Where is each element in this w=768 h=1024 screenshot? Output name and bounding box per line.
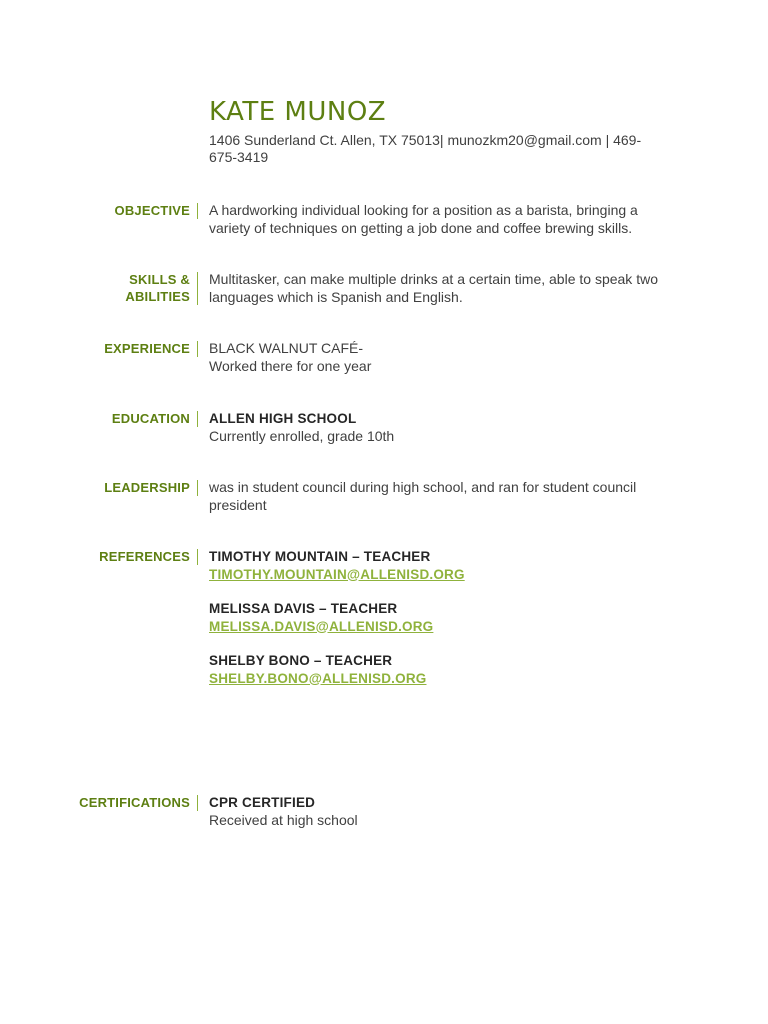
- skills-text: Multitasker, can make multiple drinks at a certain time, able to speak two languages which is Spanish and English.: [209, 271, 658, 305]
- objective-text: A hardworking individual looking for a position as a barista, bringing a variety of techniques on getting a job done and coffee brewing skills.: [209, 202, 638, 236]
- section-divider: [197, 411, 198, 427]
- section-divider: [197, 272, 198, 305]
- reference-email-link[interactable]: SHELBY.BONO@ALLENISD.ORG: [209, 670, 427, 686]
- experience-detail: Worked there for one year: [209, 357, 372, 374]
- contact-info: 1406 Sunderland Ct. Allen, TX 75013| munozkm20@gmail.com | 469-675-3419: [209, 132, 642, 165]
- certification-title: CPR CERTIFIED: [209, 795, 316, 810]
- section-divider: [197, 203, 198, 219]
- education-content: [209, 410, 659, 445]
- reference-item: [209, 548, 659, 583]
- reference-name: MELISSA DAVIS – TEACHER: [209, 601, 398, 616]
- section-divider: [197, 795, 198, 811]
- experience-label: EXPERIENCE: [104, 341, 190, 356]
- objective-label: OBJECTIVE: [114, 203, 190, 218]
- certifications-content: [209, 794, 659, 829]
- reference-name: SHELBY BONO – TEACHER: [209, 653, 393, 668]
- references-label: REFERENCES: [99, 549, 190, 564]
- leadership-label: LEADERSHIP: [104, 480, 190, 495]
- reference-email-link[interactable]: TIMOTHY.MOUNTAIN@ALLENISD.ORG: [209, 566, 465, 582]
- section-divider: [197, 480, 198, 496]
- skills-label-line1: SKILLS &: [129, 272, 190, 287]
- skills-label: [50, 271, 190, 305]
- education-label: EDUCATION: [111, 411, 190, 426]
- resume-name: KATE MUNOZ: [209, 97, 387, 127]
- leadership-text: was in student council during high school, and ran for student council president: [209, 479, 637, 513]
- skills-label-line2: ABILITIES: [125, 289, 190, 304]
- experience-content: [209, 340, 659, 375]
- section-divider: [197, 549, 198, 565]
- reference-name: TIMOTHY MOUNTAIN – TEACHER: [209, 549, 431, 564]
- section-divider: [197, 341, 198, 357]
- references-list: [209, 548, 659, 704]
- reference-email-link[interactable]: MELISSA.DAVIS@ALLENISD.ORG: [209, 618, 434, 634]
- certifications-label: CERTIFICATIONS: [79, 795, 190, 810]
- experience-employer: BLACK WALNUT CAFÉ-: [209, 340, 364, 356]
- reference-item: [209, 652, 659, 687]
- certification-detail: Received at high school: [209, 811, 358, 828]
- reference-item: [209, 600, 659, 635]
- education-detail: Currently enrolled, grade 10th: [209, 427, 395, 444]
- education-school: ALLEN HIGH SCHOOL: [209, 411, 357, 426]
